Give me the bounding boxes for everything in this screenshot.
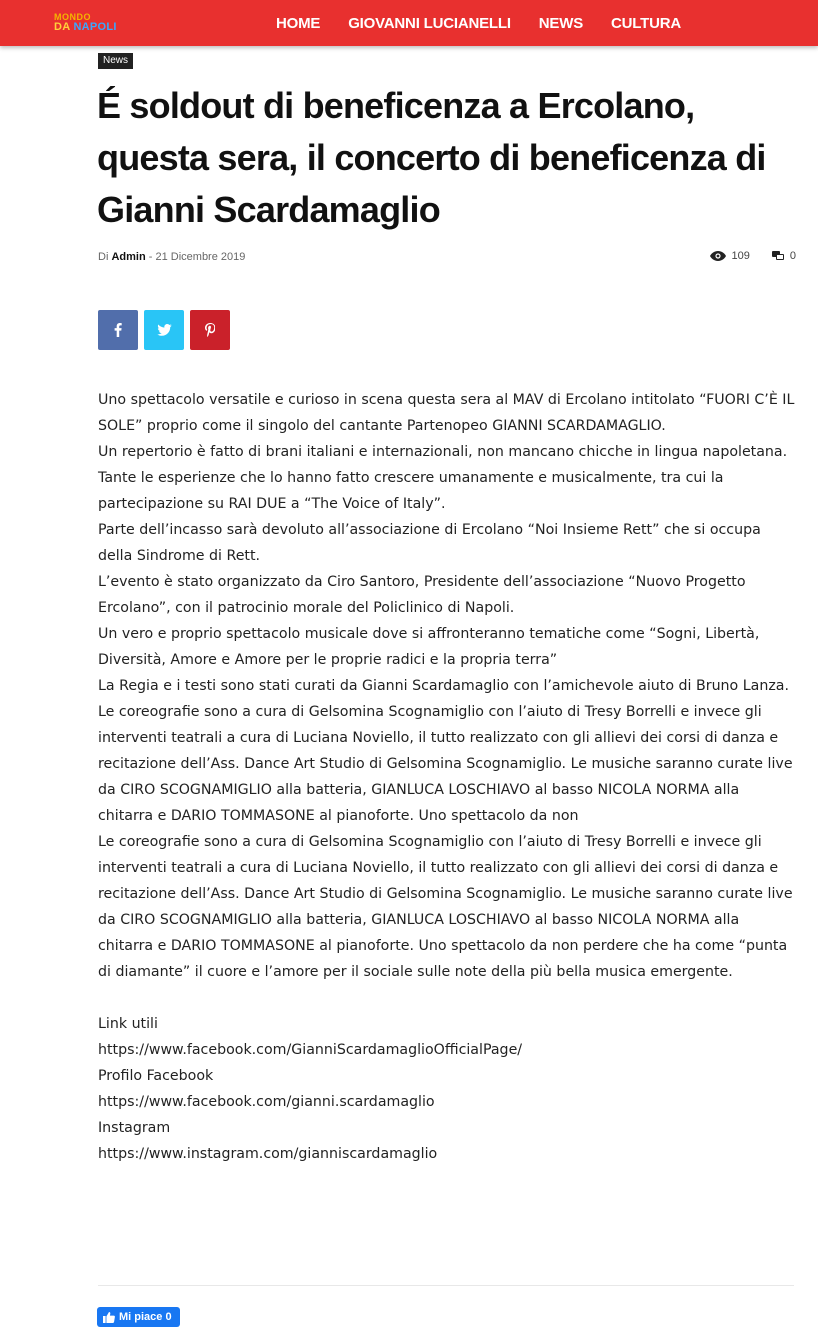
article-paragraph: Un vero e proprio spettacolo musicale dove si affronteranno tematiche come “Sogni, Libertà, Diversità, Amore e Amore per le proprie radici e la propria terra”: [98, 626, 760, 668]
category-badge[interactable]: News: [98, 53, 133, 69]
like-label: Mi piace 0: [119, 1311, 172, 1323]
site-logo[interactable]: [54, 12, 124, 34]
link-instagram[interactable]: https://www.instagram.com/gianniscardamaglio: [98, 1146, 438, 1162]
share-buttons: [98, 310, 236, 350]
links-heading: Link utili: [98, 1016, 158, 1032]
comments-count: 0: [789, 250, 796, 262]
article-stats: [688, 250, 796, 262]
pinterest-share-button[interactable]: [190, 310, 230, 350]
content-divider: [98, 1285, 794, 1286]
article-paragraph: Un repertorio è fatto di brani italiani e internazionali, non mancano chicche in lingua napoletana.: [98, 444, 788, 460]
facebook-like-button[interactable]: [97, 1307, 180, 1327]
main-nav: [262, 0, 695, 46]
pinterest-icon: [205, 323, 215, 337]
article-meta: [98, 251, 245, 263]
eye-icon: [710, 251, 726, 261]
facebook-share-button[interactable]: [98, 310, 138, 350]
article-paragraph: Parte dell’incasso sarà devoluto all’associazione di Ercolano “Noi Insieme Rett” che si occupa della Sindrome di Rett.: [98, 522, 761, 564]
views-counter: [710, 250, 750, 262]
nav-news[interactable]: NEWS: [538, 14, 583, 32]
article-paragraph: L’evento è stato organizzato da Ciro Santoro, Presidente dell’associazione “Nuovo Progetto Ercolano”, con il patrocinio morale del Policlinico di Napoli.: [98, 574, 746, 616]
article-body: [98, 387, 798, 1167]
link-facebook-profile[interactable]: https://www.facebook.com/gianni.scardamaglio: [98, 1094, 435, 1110]
article-paragraph: Uno spettacolo versatile e curioso in scena questa sera al MAV di Ercolano intitolato “FUORI C’È IL SOLE” proprio come il singolo del cantante Partenopeo GIANNI SCARDAMAGLIO.: [98, 392, 795, 434]
article-title: É soldout di beneficenza a Ercolano, questa sera, il concerto di beneficenza di Gianni Scardamaglio: [97, 85, 766, 230]
twitter-share-button[interactable]: [144, 310, 184, 350]
post-date: 21 Dicembre 2019: [155, 251, 246, 263]
link-label-instagram: Instagram: [98, 1120, 171, 1136]
nav-cultura[interactable]: CULTURA: [611, 14, 681, 32]
meta-separator: -: [148, 251, 153, 263]
nav-home[interactable]: HOME: [276, 14, 321, 32]
views-count: 109: [731, 250, 750, 262]
article-paragraph: La Regia e i testi sono stati curati da Gianni Scardamaglio con l’amichevole aiuto di Bruno Lanza.: [98, 678, 789, 694]
paragraph-spacer: [98, 985, 798, 1011]
nav-giovanni-lucianelli[interactable]: GIOVANNI LUCIANELLI: [348, 14, 511, 32]
thumbs-up-icon: [103, 1312, 115, 1323]
link-label-facebook: Profilo Facebook: [98, 1068, 214, 1084]
facebook-icon: [114, 323, 122, 337]
logo-bottom-b: NAPOLI: [73, 21, 117, 33]
article-paragraph: Le coreografie sono a cura di Gelsomina Scognamiglio con l’aiuto di Tresy Borrelli e invece gli interventi teatrali a cura di Luciana Noviello, il tutto realizzato con gli allievi dei corsi di danza e recitazione dell’Ass. Dance Art Studio di Gelsomina Scognamiglio. Le musiche saranno curate live da CIRO SCOGNAMIGLIO alla batteria, GIANLUCA LOSCHIAVO al basso NICOLA NORMA alla chitarra e DARIO TOMMASONE al pianoforte. Uno spettacolo da non: [98, 704, 793, 824]
comment-icon: [772, 251, 784, 261]
link-official-page[interactable]: https://www.facebook.com/GianniScardamaglioOfficialPage/: [98, 1042, 523, 1058]
comments-counter[interactable]: [772, 250, 796, 262]
author-link[interactable]: Admin: [111, 251, 146, 263]
top-navbar: [0, 0, 818, 46]
logo-top-text: MONDO: [54, 12, 91, 22]
article-paragraph: Le coreografie sono a cura di Gelsomina Scognamiglio con l’aiuto di Tresy Borrelli e invece gli interventi teatrali a cura di Luciana Noviello, il tutto realizzato con gli allievi dei corsi di danza e recitazione dell’Ass. Dance Art Studio di Gelsomina Scognamiglio. Le musiche saranno curate live da CIRO SCOGNAMIGLIO alla batteria, GIANLUCA LOSCHIAVO al basso NICOLA NORMA alla chitarra e DARIO TOMMASONE al pianoforte. Uno spettacolo da non perdere che ha come “punta di diamante” il cuore e l’amore per il sociale sulle note della più bella musica emergente.: [98, 834, 793, 980]
logo-bottom-text: [54, 21, 117, 33]
twitter-icon: [157, 324, 172, 336]
article-paragraph: Tante le esperienze che lo hanno fatto crescere umanamente e musicalmente, tra cui la partecipazione su RAI DUE a “The Voice of Italy”.: [98, 470, 724, 512]
by-prefix: Di: [98, 251, 109, 263]
logo-bottom-a: DA: [54, 21, 74, 33]
